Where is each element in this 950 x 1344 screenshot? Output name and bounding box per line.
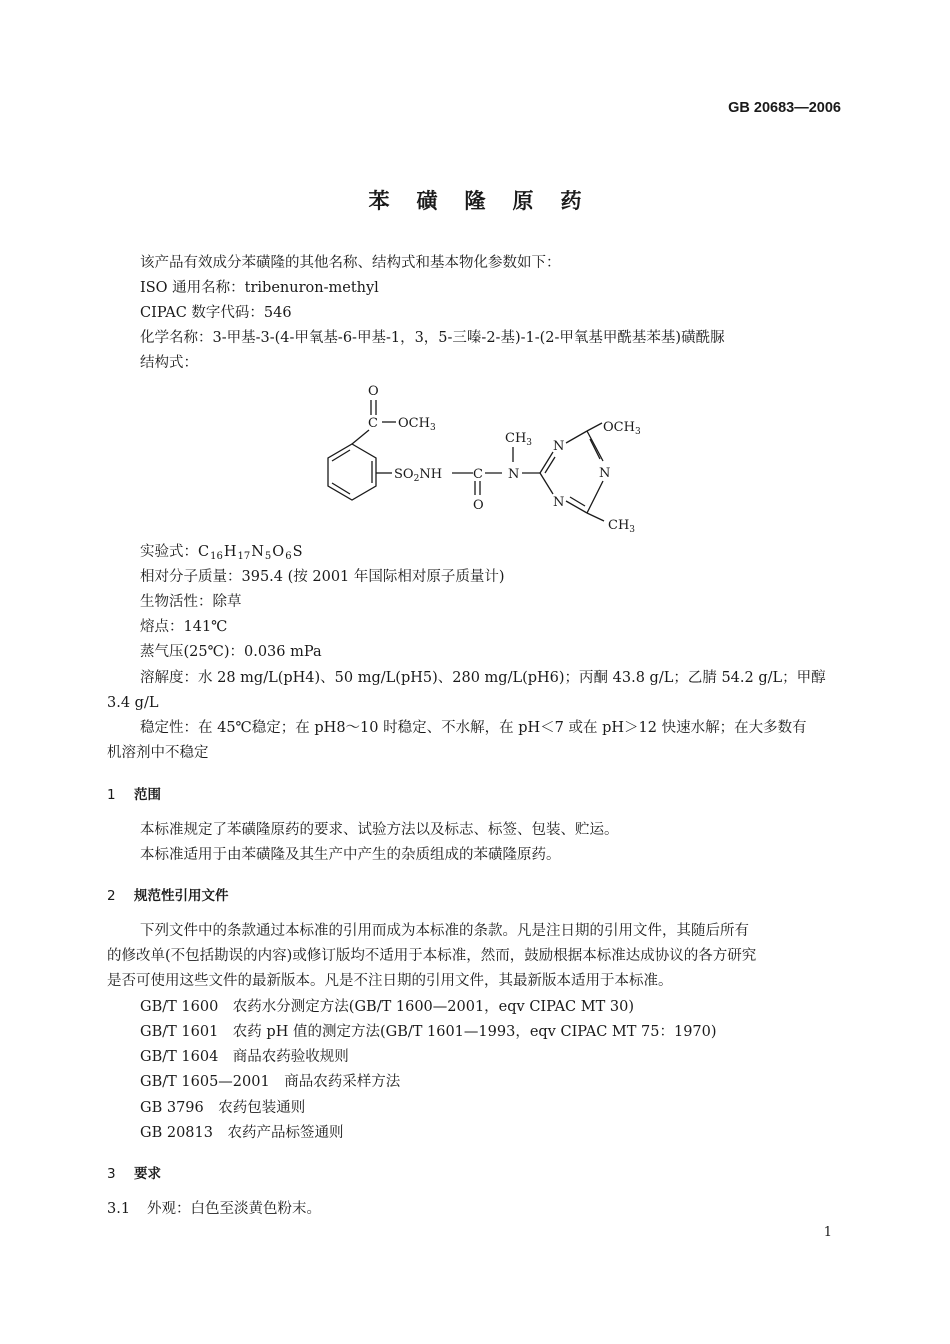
ch3-ring-label: $CH_3$ <box>608 518 636 535</box>
section-1-heading: 1 范围 <box>107 787 161 803</box>
iso-name: ISO 通用名称：tribenuron-methyl <box>140 280 379 296</box>
och3-ester-label: $OCH_3$ <box>398 416 436 433</box>
solubility-line-2: 3.4 g/L <box>107 695 159 711</box>
chemical-name: 化学名称：3-甲基-3-(4-甲氧基-6-甲基-1，3，5-三嗪-2-基)-1-(2-甲氧基甲酰基苯基)磺酰脲 <box>140 330 725 346</box>
section-2-heading: 2 规范性引用文件 <box>107 888 229 904</box>
triazine-n2-label: N <box>599 466 611 481</box>
bioactivity: 生物活性：除草 <box>140 594 242 610</box>
reference-item: GB 20813 农药产品标签通则 <box>140 1125 344 1141</box>
reference-item: GB/T 1601 农药 pH 值的测定方法(GB/T 1601—1993，eqv CIPAC MT 75：1970) <box>140 1024 717 1040</box>
triazine-n1-label: N <box>553 439 565 454</box>
carbonyl-o-label: O <box>368 384 379 399</box>
intro-lead: 该产品有效成分苯磺隆的其他名称、结构式和基本物化参数如下： <box>140 255 561 271</box>
och3-ring-label: $OCH_3$ <box>603 420 641 437</box>
reference-item: GB/T 1604 商品农药验收规则 <box>140 1049 349 1065</box>
section-3-1: 3.1 外观：白色至淡黄色粉末。 <box>107 1201 321 1217</box>
ester-c-label: C <box>368 416 378 431</box>
melting-point: 熔点：141℃ <box>140 619 228 635</box>
page-number: 1 <box>823 1225 832 1240</box>
section-2-para-line-1: 下列文件中的条款通过本标准的引用而成为本标准的条款。凡是注日期的引用文件，其随后所有 <box>140 923 749 939</box>
section-2-para-line-2: 的修改单(不包括勘误的内容)或修订版均不适用于本标准，然而，鼓励根据本标准达成协议的各方研究 <box>107 948 757 964</box>
section-2-para-line-3: 是否可使用这些文件的最新版本。凡是不注日期的引用文件，其最新版本适用于本标准。 <box>107 973 673 989</box>
reference-item: GB/T 1605—2001 商品农药采样方法 <box>140 1074 401 1090</box>
vapor-pressure: 蒸气压(25℃)：0.036 mPa <box>140 644 322 660</box>
structural-formula <box>290 375 660 540</box>
cipac-code: CIPAC 数字代码：546 <box>140 305 292 321</box>
ch3-n-methyl-label: $CH_3$ <box>505 431 533 448</box>
section-1-para-1: 本标准规定了苯磺隆原药的要求、试验方法以及标志、标签、包装、贮运。 <box>140 822 619 838</box>
stability-line-1: 稳定性：在 45℃稳定；在 pH8～10 时稳定、不水解，在 pH＜7 或在 pH＞12 快速水解；在大多数有 <box>140 720 807 736</box>
molar-mass: 相对分子质量：395.4 (按 2001 年国际相对原子质量计) <box>140 569 505 585</box>
section-3-heading: 3 要求 <box>107 1166 161 1182</box>
structure-label: 结构式： <box>140 355 198 371</box>
n-methyl-label: N <box>508 467 520 482</box>
stability-line-2: 机溶剂中不稳定 <box>107 745 209 761</box>
reference-item: GB 3796 农药包装通则 <box>140 1100 306 1116</box>
urea-c-label: C <box>473 467 483 482</box>
standard-code: GB 20683—2006 <box>728 100 841 116</box>
triazine-n3-label: N <box>553 495 565 510</box>
document-title: 苯磺隆原药 <box>368 189 609 213</box>
section-1-para-2: 本标准适用于由苯磺隆及其生产中产生的杂质组成的苯磺隆原药。 <box>140 847 561 863</box>
reference-item: GB/T 1600 农药水分测定方法(GB/T 1600—2001，eqv CIPAC MT 30) <box>140 999 634 1015</box>
so2nh-label: $SO_2NH$ <box>394 467 443 484</box>
solubility-line-1: 溶解度：水 28 mg/L(pH4)、50 mg/L(pH5)、280 mg/L(pH6)；丙酮 43.8 g/L；乙腈 54.2 g/L；甲醇 <box>140 670 826 686</box>
empirical-formula: 实验式：$C_{16}H_{17}N_5O_6S$ <box>140 544 303 562</box>
urea-o-label: O <box>473 498 484 513</box>
